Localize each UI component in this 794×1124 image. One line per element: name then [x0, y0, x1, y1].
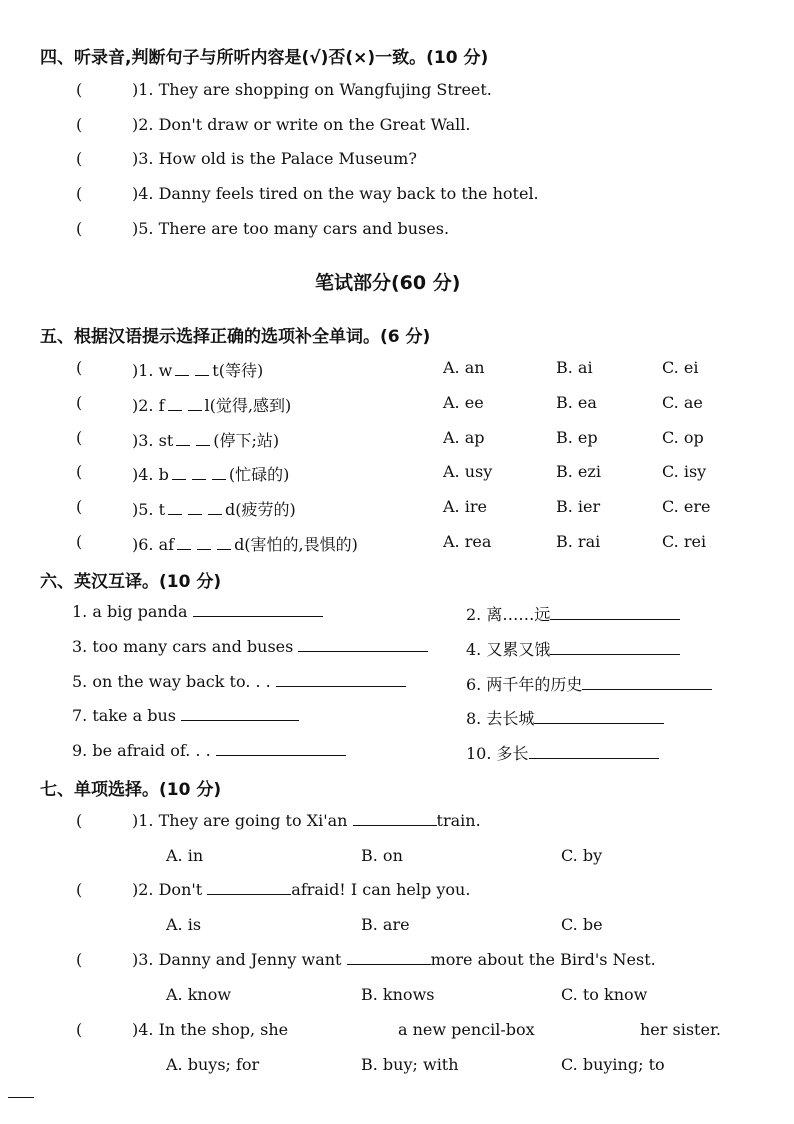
question-text: 1. They are shopping on Wangfujing Street.: [138, 80, 492, 99]
answer-paren[interactable]: (: [76, 497, 83, 516]
translation-prompt: 4. 又累又饿: [466, 640, 551, 659]
answer-paren[interactable]: (: [76, 811, 83, 830]
word-start: 5. t: [138, 500, 166, 519]
footer-rule: [8, 1097, 34, 1098]
letter-blank: [196, 444, 210, 446]
list-item: [76, 115, 82, 134]
option-c[interactable]: C. buying; to: [561, 1055, 665, 1074]
section4-heading: 四、听录音,判断句子与所听内容是(√)否(×)一致。(10 分): [40, 48, 489, 68]
option-b: B. ep: [556, 428, 598, 447]
word-end: (忙碌的): [228, 465, 290, 484]
answer-paren[interactable]: (: [76, 1020, 83, 1039]
option-b: B. ier: [556, 497, 601, 516]
translation-prompt: 10. 多长: [466, 744, 529, 763]
option-c: C. isy: [662, 462, 707, 481]
translation-item: [466, 602, 680, 625]
question-text: 4. In the shop, she: [138, 1020, 289, 1039]
question-text: a new pencil-box: [398, 1020, 535, 1039]
list-item: )4. b (忙碌的): [132, 465, 290, 484]
option-c[interactable]: C. by: [561, 846, 603, 865]
translation-item: [466, 706, 664, 729]
word-start: 4. b: [138, 465, 169, 484]
letter-blank: [188, 409, 202, 411]
question-text: 4. Danny feels tired on the way back to the hotel.: [138, 184, 539, 203]
letter-blank: [177, 548, 191, 550]
question-text: afraid! I can help you.: [291, 880, 471, 899]
translation-item: [72, 602, 323, 621]
option-c: C. rei: [662, 532, 707, 551]
answer-blank[interactable]: [550, 618, 680, 620]
answer-blank[interactable]: [298, 650, 428, 652]
option-b[interactable]: B. are: [361, 915, 410, 934]
list-item: )3. st (停下;站): [132, 431, 280, 450]
word-end: t(等待): [212, 361, 264, 380]
list-item: )2. f l(觉得,感到): [132, 396, 292, 415]
translation-item: [72, 706, 299, 725]
answer-paren-open[interactable]: (: [76, 115, 83, 134]
word-start: 3. st: [138, 431, 174, 450]
option-a[interactable]: A. is: [166, 915, 202, 934]
word-start: 2. f: [138, 396, 165, 415]
answer-paren[interactable]: (: [76, 393, 83, 412]
written-part-title: 笔试部分(60 分): [315, 272, 461, 294]
answer-paren[interactable]: (: [76, 462, 83, 481]
answer-paren[interactable]: (: [76, 532, 83, 551]
answer-blank[interactable]: [534, 722, 664, 724]
answer-paren[interactable]: (: [76, 358, 83, 377]
answer-blank[interactable]: [193, 615, 323, 617]
answer-blank[interactable]: [550, 653, 680, 655]
letter-blank: [197, 548, 211, 550]
answer-blank: [353, 824, 437, 826]
option-a: A. ee: [443, 393, 484, 412]
translation-prompt: 6. 两千年的历史: [466, 675, 583, 694]
section5-heading: 五、根据汉语提示选择正确的选项补全单词。(6 分): [40, 327, 431, 347]
option-b: B. ea: [556, 393, 597, 412]
translation-item: [466, 637, 680, 660]
word-end: l(觉得,感到): [204, 396, 292, 415]
translation-item: [72, 741, 346, 760]
question-text: 3. Danny and Jenny want: [138, 950, 342, 969]
translation-item: [466, 672, 712, 695]
list-item: )2. Don't afraid! I can help you.: [132, 880, 471, 899]
word-end: (停下;站): [213, 431, 280, 450]
option-b[interactable]: B. buy; with: [361, 1055, 459, 1074]
letter-blank: [172, 478, 186, 480]
list-item: [76, 80, 82, 99]
answer-paren[interactable]: (: [76, 880, 83, 899]
option-c: C. ae: [662, 393, 703, 412]
letter-blank: [192, 478, 206, 480]
answer-blank[interactable]: [276, 685, 406, 687]
word-end: d(疲劳的): [225, 500, 296, 519]
letter-blank: [212, 478, 226, 480]
option-a[interactable]: A. buys; for: [166, 1055, 260, 1074]
answer-paren-open[interactable]: (: [76, 184, 83, 203]
question-text: 2. Don't: [138, 880, 203, 899]
translation-item: [72, 672, 406, 691]
list-item-text: [132, 80, 492, 99]
list-item-text: [132, 219, 449, 238]
translation-item: [466, 741, 659, 764]
letter-blank: [175, 374, 189, 376]
translation-item: [72, 637, 428, 656]
list-item-text: [132, 115, 470, 134]
option-a[interactable]: A. know: [166, 985, 232, 1004]
translation-prompt: 1. a big panda: [72, 602, 188, 621]
question-text: 5. There are too many cars and buses.: [138, 219, 450, 238]
section7-heading: 七、单项选择。(10 分): [40, 780, 222, 800]
word-end: d(害怕的,畏惧的): [234, 535, 358, 554]
option-a: A. usy: [443, 462, 493, 481]
option-a: A. an: [443, 358, 485, 377]
answer-paren-close: ): [132, 184, 139, 203]
section6-heading: 六、英汉互译。(10 分): [40, 572, 222, 592]
option-c[interactable]: C. be: [561, 915, 603, 934]
letter-blank: [176, 444, 190, 446]
letter-blank: [168, 409, 182, 411]
option-a[interactable]: A. in: [166, 846, 204, 865]
option-c: C. ere: [662, 497, 711, 516]
question-text: 2. Don't draw or write on the Great Wall.: [138, 115, 471, 134]
answer-paren-close: ): [132, 149, 139, 168]
letter-blank: [217, 548, 231, 550]
option-b: B. rai: [556, 532, 601, 551]
list-item-text: [132, 184, 539, 203]
letter-blank: [208, 513, 222, 515]
list-item: )1. w t(等待): [132, 361, 264, 380]
word-start: 1. w: [138, 361, 173, 380]
question-text: more about the Bird's Nest.: [430, 950, 656, 969]
option-b[interactable]: B. knows: [361, 985, 435, 1004]
option-b[interactable]: B. on: [361, 846, 403, 865]
answer-blank: [207, 893, 291, 895]
list-item: )3. Danny and Jenny want more about the Bird's Nest.: [132, 950, 656, 969]
option-a: A. rea: [443, 532, 492, 551]
answer-paren-close: ): [132, 80, 139, 99]
list-item-text: [132, 149, 417, 168]
question-text: 1. They are going to Xi'an: [138, 811, 348, 830]
letter-blank: [195, 374, 209, 376]
answer-paren-close: ): [132, 219, 139, 238]
list-item: )4. In the shop, she: [132, 1020, 289, 1039]
list-item: )6. af d(害怕的,畏惧的): [132, 535, 358, 554]
question-text: 3. How old is the Palace Museum?: [138, 149, 417, 168]
list-item: [76, 219, 82, 238]
option-c: C. ei: [662, 358, 699, 377]
translation-prompt: 5. on the way back to. . .: [72, 672, 271, 691]
answer-paren[interactable]: (: [76, 950, 83, 969]
option-a: A. ap: [443, 428, 485, 447]
answer-blank[interactable]: [582, 688, 712, 690]
letter-blank: [168, 513, 182, 515]
letter-blank: [188, 513, 202, 515]
question-text: her sister.: [640, 1020, 721, 1039]
answer-blank[interactable]: [181, 719, 299, 721]
option-c[interactable]: C. to know: [561, 985, 648, 1004]
question-text: train.: [436, 811, 481, 830]
answer-paren-open[interactable]: (: [76, 80, 83, 99]
answer-paren-open[interactable]: (: [76, 149, 83, 168]
answer-blank[interactable]: [529, 757, 659, 759]
option-b: B. ezi: [556, 462, 601, 481]
translation-prompt: 7. take a bus: [72, 706, 176, 725]
translation-prompt: 2. 离……远: [466, 605, 551, 624]
answer-blank[interactable]: [216, 754, 346, 756]
list-item: )5. t d(疲劳的): [132, 500, 296, 519]
word-start: 6. af: [138, 535, 175, 554]
translation-prompt: 8. 去长城: [466, 709, 535, 728]
answer-paren-close: ): [132, 115, 139, 134]
list-item: [76, 149, 82, 168]
answer-paren[interactable]: (: [76, 428, 83, 447]
option-c: C. op: [662, 428, 704, 447]
answer-paren-open[interactable]: (: [76, 219, 83, 238]
list-item: [76, 184, 82, 203]
answer-blank: [347, 963, 431, 965]
option-b: B. ai: [556, 358, 593, 377]
list-item: )1. They are going to Xi'an train.: [132, 811, 481, 830]
translation-prompt: 9. be afraid of. . .: [72, 741, 211, 760]
option-a: A. ire: [443, 497, 487, 516]
translation-prompt: 3. too many cars and buses: [72, 637, 294, 656]
